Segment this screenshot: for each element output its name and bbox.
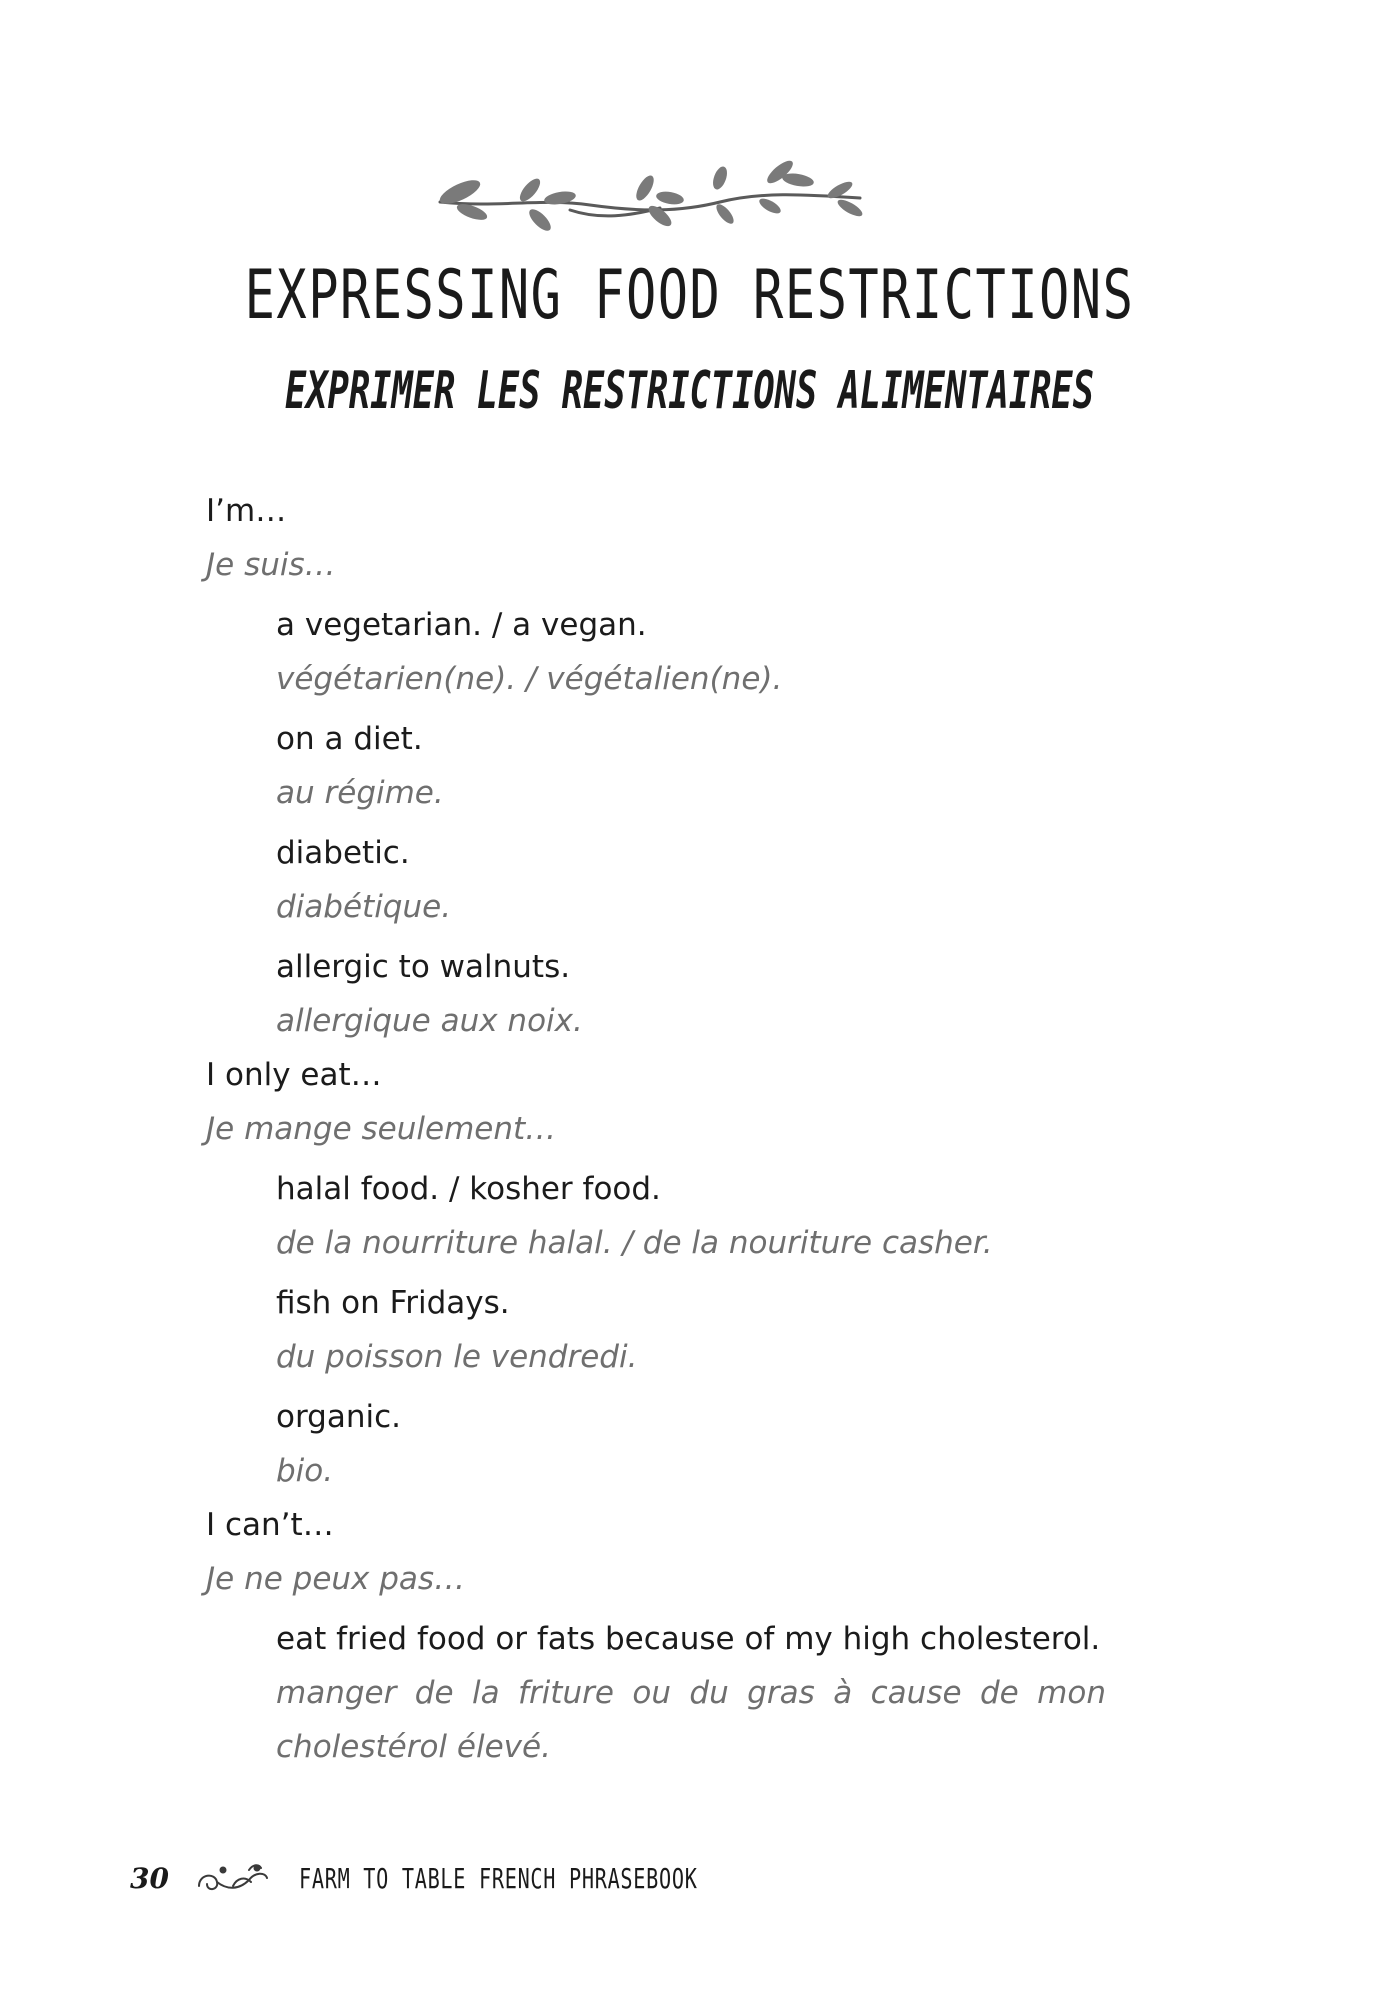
phrase-entry: [276, 1276, 1106, 1384]
phrase-french: Je suis…: [206, 547, 336, 583]
phrase-english: on a diet.: [276, 721, 423, 757]
phrase-entry: [276, 1612, 1106, 1774]
phrase-french: Je ne peux pas…: [206, 1561, 466, 1597]
phrase-french: de la nourriture halal. / de la nouriture casher.: [276, 1225, 993, 1261]
phrase-english: organic.: [276, 1399, 401, 1435]
leafy-vine-ornament-icon: [420, 150, 890, 245]
phrase-list: [206, 484, 1106, 1774]
phrase-entry: [206, 484, 1106, 592]
phrase-english: a vegetarian. / a vegan.: [276, 607, 647, 643]
phrase-french: bio.: [276, 1453, 334, 1489]
phrase-english: halal food. / kosher food.: [276, 1171, 661, 1207]
phrase-french: Je mange seulement…: [206, 1111, 557, 1147]
phrase-english: fish on Fridays.: [276, 1285, 510, 1321]
phrase-entry: [276, 598, 1106, 706]
phrase-entry: [206, 1048, 1106, 1156]
phrase-french: diabétique.: [276, 889, 452, 925]
page-title: EXPRESSING FOOD RESTRICTIONS: [244, 256, 1135, 335]
phrase-entry: [276, 1390, 1106, 1498]
phrase-french: du poisson le vendredi.: [276, 1339, 638, 1375]
phrase-french: végétarien(ne). / végétalien(ne).: [276, 661, 783, 697]
page-footer: [130, 1858, 853, 1898]
phrase-french: au régime.: [276, 775, 444, 811]
phrase-english: eat fried food or fats because of my high cholesterol.: [276, 1621, 1101, 1657]
phrase-english: I can’t…: [206, 1507, 334, 1543]
page-number: 30: [130, 1861, 169, 1895]
phrase-english: diabetic.: [276, 835, 410, 871]
phrase-entry: [276, 940, 1106, 1048]
phrase-english: allergic to walnuts.: [276, 949, 571, 985]
swirl-ornament-icon: [193, 1860, 273, 1896]
phrase-entry: [276, 826, 1106, 934]
phrase-french: allergique aux noix.: [276, 1003, 583, 1039]
phrase-entry: [206, 1498, 1106, 1606]
phrase-entry: [276, 712, 1106, 820]
page-subtitle: EXPRIMER LES RESTRICTIONS ALIMENTAIRES: [285, 361, 1094, 421]
book-title: FARM TO TABLE FRENCH PHRASEBOOK: [298, 1861, 698, 1895]
phrase-english: I only eat…: [206, 1057, 382, 1093]
phrase-entry: [276, 1162, 1106, 1270]
phrase-english: I’m…: [206, 493, 287, 529]
phrase-french: manger de la friture ou du gras à cause de mon cholestérol élevé.: [276, 1675, 1106, 1765]
